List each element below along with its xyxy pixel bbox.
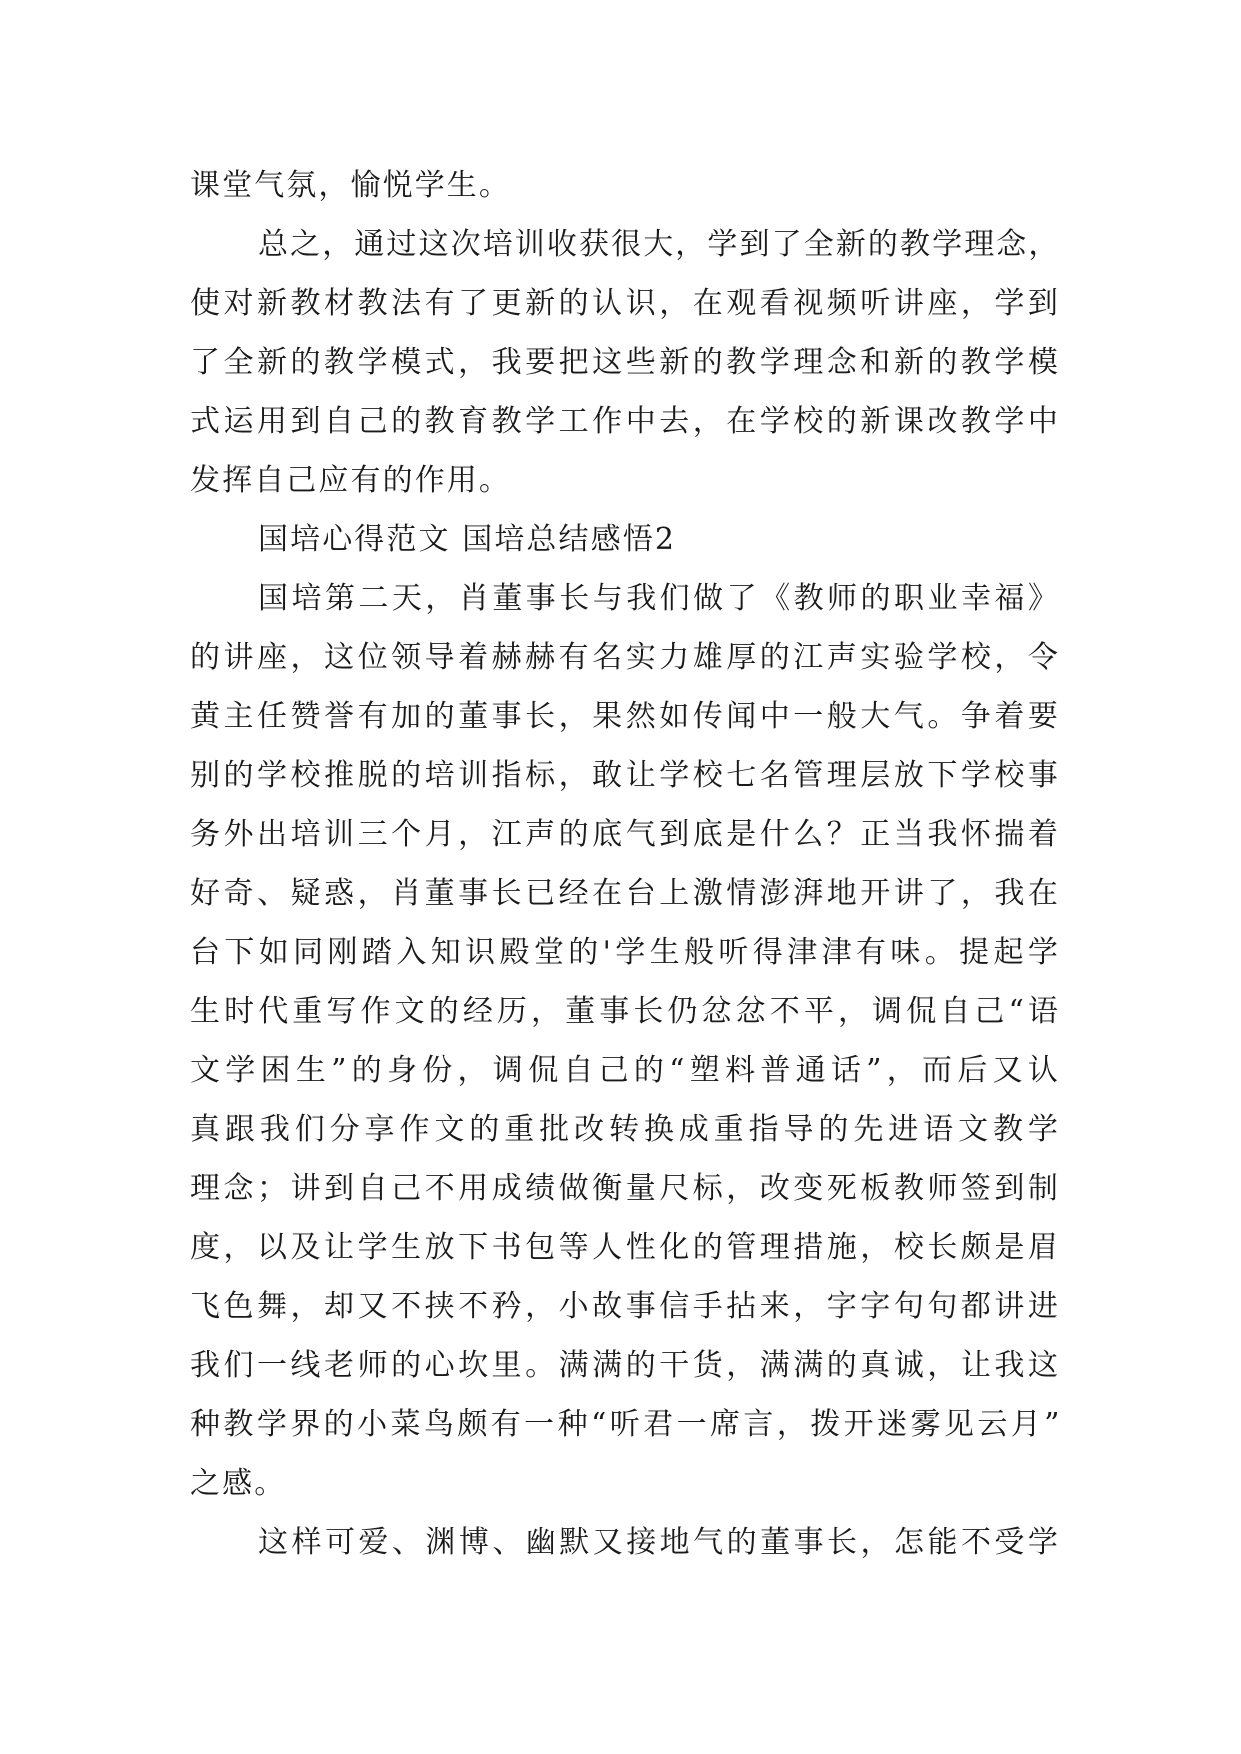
text-line: 种教学界的小菜鸟颇有一种“听君一席言，拨开迷雾见云月”: [190, 1407, 1060, 1442]
text-line: 式运用到自己的教育教学工作中去，在学校的新课改教学中: [190, 404, 1060, 439]
text-line: 台下如同刚踏入知识殿堂的'学生般听得津津有味。提起学: [190, 935, 1060, 970]
text-line: 务外出培训三个月，江声的底气到底是什么？正当我怀揣着: [190, 817, 1060, 852]
text-line: 课堂气氛，愉悦学生。: [190, 168, 511, 203]
text-line: 别的学校推脱的培训指标，敢让学校七名管理层放下学校事: [190, 758, 1060, 793]
text-line: 真跟我们分享作文的重批改转换成重指导的先进语文教学: [190, 1112, 1060, 1147]
text-line: 黄主任赞誉有加的董事长，果然如传闻中一般大气。争着要: [190, 699, 1060, 734]
text-line: 使对新教材教法有了更新的认识，在观看视频听讲座，学到: [190, 286, 1060, 321]
text-line: 好奇、疑惑，肖董事长已经在台上激情澎湃地开讲了，我在: [190, 876, 1060, 911]
text-line: 我们一线老师的心坎里。满满的干货，满满的真诚，让我这: [190, 1348, 1060, 1383]
text-line: 发挥自己应有的作用。: [190, 463, 511, 498]
text-line: 度，以及让学生放下书包等人性化的管理措施，校长颇是眉: [190, 1230, 1060, 1265]
text-line: 这样可爱、渊博、幽默又接地气的董事长，怎能不受学: [258, 1525, 1060, 1560]
text-line: 总之，通过这次培训收获很大，学到了全新的教学理念，: [258, 227, 1061, 262]
text-line: 理念；讲到自己不用成绩做衡量尺标，改变死板教师签到制: [190, 1171, 1060, 1206]
text-line: 文学困生”的身份，调侃自己的“塑料普通话”，而后又认: [190, 1053, 1060, 1088]
text-line: 飞色舞，却又不挟不矜，小故事信手拈来，字字句句都讲进: [190, 1289, 1060, 1324]
section-heading: 国培心得范文 国培总结感悟2: [258, 522, 677, 557]
text-line: 国培第二天，肖董事长与我们做了《教师的职业幸福》: [258, 581, 1060, 616]
text-line: 的讲座，这位领导着赫赫有名实力雄厚的江声实验学校，令: [190, 640, 1060, 675]
text-line: 了全新的教学模式，我要把这些新的教学理念和新的教学模: [190, 345, 1060, 380]
text-line: 生时代重写作文的经历，董事长仍忿忿不平，调侃自己“语: [190, 994, 1060, 1029]
text-line: 之感。: [190, 1466, 287, 1501]
